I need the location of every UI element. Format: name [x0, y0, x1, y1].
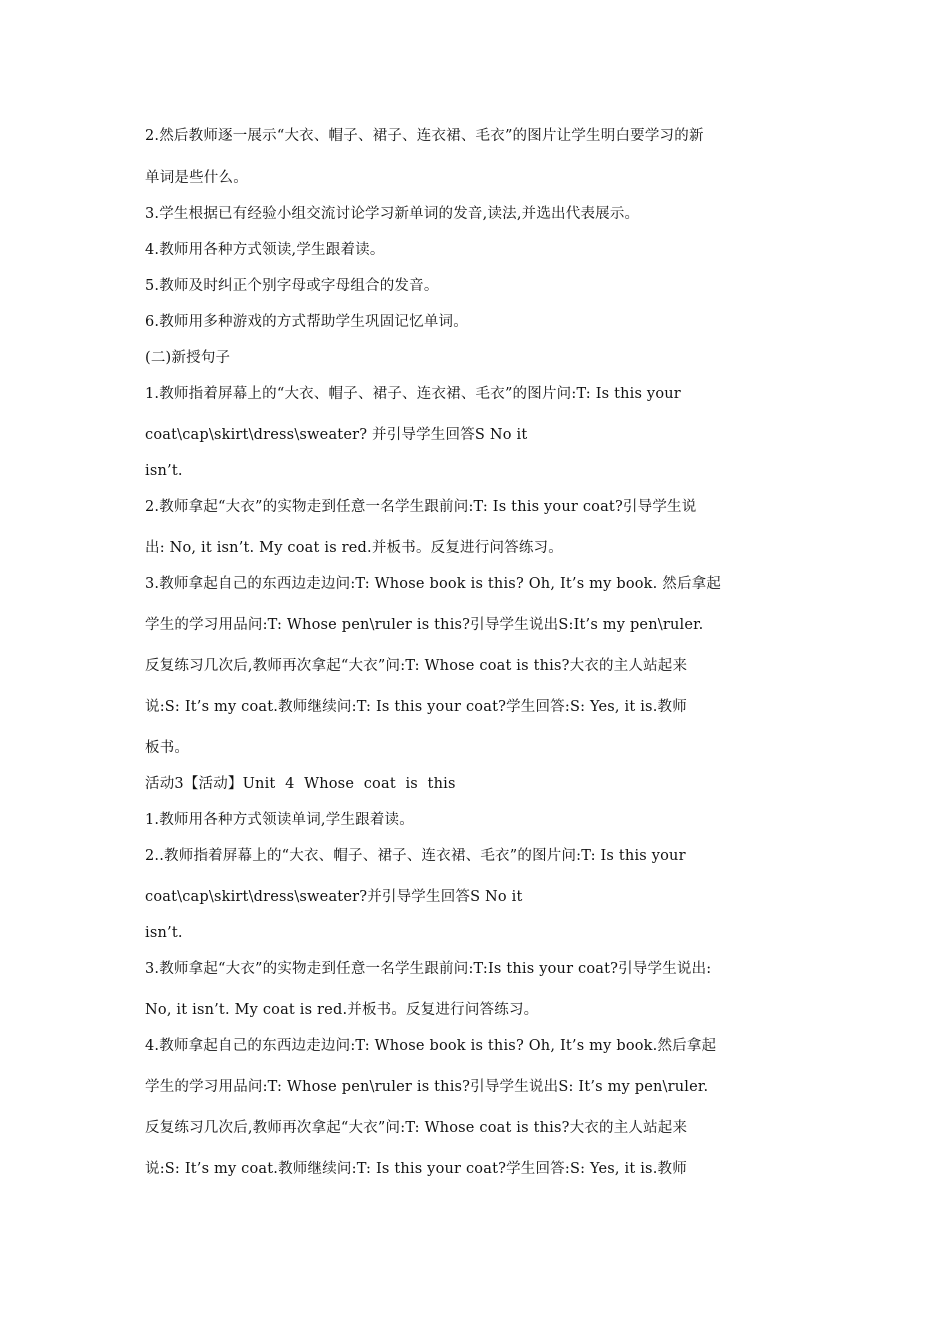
text-line: coat\cap\skirt\dress\sweater? 并引导学生回答S No it — [145, 427, 528, 443]
text-line: 3.学生根据已有经验小组交流讨论学习新单词的发音,读法,并选出代表展示。 — [145, 206, 640, 222]
text-line: No, it isn’t. My coat is red.并板书。反复进行问答练习。 — [145, 1002, 539, 1018]
text-line: 反复练习几次后,教师再次拿起“大衣”问:T: Whose coat is this?大衣的主人站起来 — [145, 658, 688, 674]
activity-heading: 活动3【活动】Unit 4 Whose coat is this — [145, 776, 456, 792]
text-line: 学生的学习用品问:T: Whose pen\ruler is this?引导学生说出S: It’s my pen\ruler. — [145, 1079, 709, 1095]
text-line: 出: No, it isn’t. My coat is red.并板书。反复进行问答练习。 — [145, 540, 563, 556]
text-line: 2.然后教师逐一展示“大衣、帽子、裙子、连衣裙、毛衣”的图片让学生明白要学习的新 — [145, 128, 704, 144]
text-line: 3.教师拿起“大衣”的实物走到任意一名学生跟前问:T:Is this your coat?引导学生说出: — [145, 961, 712, 977]
text-line: isn’t. — [145, 463, 183, 479]
text-line: 2.教师拿起“大衣”的实物走到任意一名学生跟前问:T: Is this your coat?引导学生说 — [145, 499, 697, 515]
text-line: 单词是些什么。 — [145, 170, 248, 186]
text-line: 4.教师拿起自己的东西边走边问:T: Whose book is this? Oh, It’s my book.然后拿起 — [145, 1038, 717, 1054]
text-line: 4.教师用各种方式领读,学生跟着读。 — [145, 242, 385, 258]
text-line: 1.教师用各种方式领读单词,学生跟着读。 — [145, 812, 414, 828]
text-line: 反复练习几次后,教师再次拿起“大衣”问:T: Whose coat is this?大衣的主人站起来 — [145, 1120, 688, 1136]
text-line: isn’t. — [145, 925, 183, 941]
text-line: 板书。 — [145, 740, 190, 756]
text-line: 2..教师指着屏幕上的“大衣、帽子、裙子、连衣裙、毛衣”的图片问:T: Is this your — [145, 848, 686, 864]
text-line: coat\cap\skirt\dress\sweater?并引导学生回答S No it — [145, 889, 523, 905]
text-line: 1.教师指着屏幕上的“大衣、帽子、裙子、连衣裙、毛衣”的图片问:T: Is this your — [145, 386, 681, 402]
section-heading: (二)新授句子 — [145, 350, 231, 366]
text-line: 6.教师用多种游戏的方式帮助学生巩固记忆单词。 — [145, 314, 468, 330]
text-line: 3.教师拿起自己的东西边走边问:T: Whose book is this? Oh, It’s my book. 然后拿起 — [145, 576, 722, 592]
text-line: 学生的学习用品问:T: Whose pen\ruler is this?引导学生说出S:It’s my pen\ruler. — [145, 617, 704, 633]
text-line: 说:S: It’s my coat.教师继续问:T: Is this your coat?学生回答:S: Yes, it is.教师 — [145, 1161, 687, 1177]
text-line: 5.教师及时纠正个别字母或字母组合的发音。 — [145, 278, 439, 294]
text-line: 说:S: It’s my coat.教师继续问:T: Is this your coat?学生回答:S: Yes, it is.教师 — [145, 699, 687, 715]
